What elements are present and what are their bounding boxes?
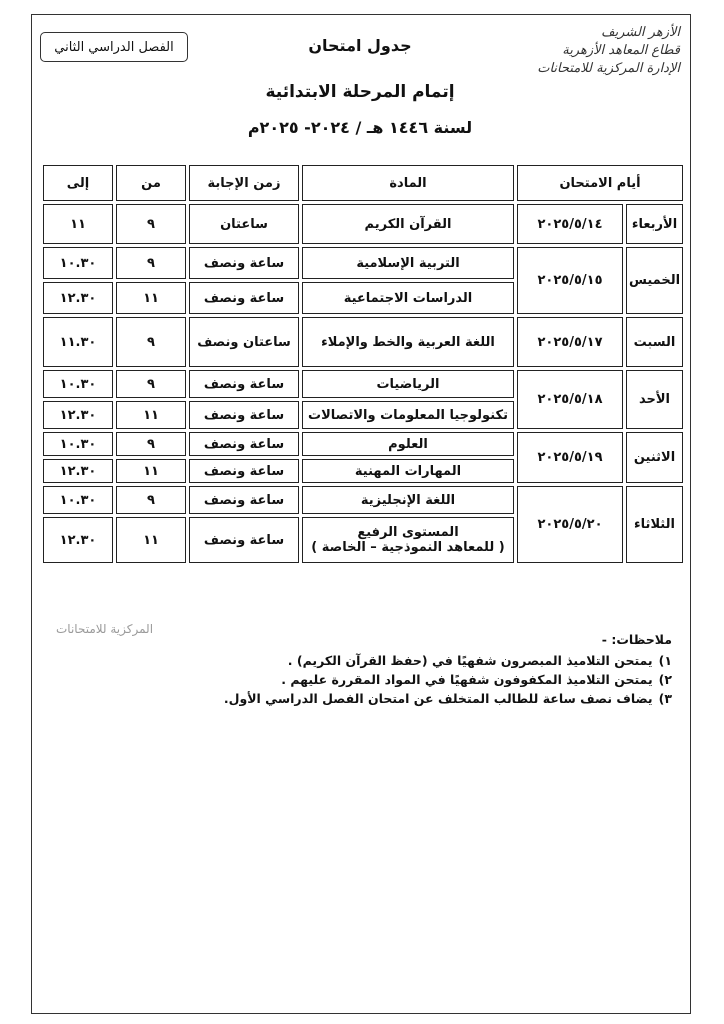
header-days: أيام الامتحان xyxy=(517,165,683,201)
duration-cell: ساعة ونصف xyxy=(189,247,299,279)
day-cell: الثلاثاء xyxy=(626,486,683,563)
day-cell: الخميس xyxy=(626,247,683,314)
duration-cell: ساعة ونصف xyxy=(189,459,299,483)
note-text: يمتحن التلاميذ المكفوفون شفهيًا في المواد المقررة عليهم . xyxy=(281,672,653,687)
day-cell: الاثنين xyxy=(626,432,683,483)
page-title: جدول امتحان xyxy=(308,36,412,55)
note-item xyxy=(60,689,672,708)
note-number: ١) xyxy=(658,653,672,668)
to-cell: ١٢.٣٠ xyxy=(43,517,113,563)
subject-cell: التربية الإسلامية xyxy=(302,247,514,279)
duration-cell: ساعة ونصف xyxy=(189,517,299,563)
to-cell: ١٢.٣٠ xyxy=(43,282,113,314)
duration-cell: ساعتان xyxy=(189,204,299,244)
date-cell: ٢٠٢٥/٥/١٨ xyxy=(517,370,623,429)
from-cell: ٩ xyxy=(116,432,186,456)
day-cell: السبت xyxy=(626,317,683,367)
page-subtitle: إتمام المرحلة الابتدائية xyxy=(265,82,455,102)
academic-year: لسنة ١٤٤٦ هـ / ٢٠٢٤- ٢٠٢٥م xyxy=(247,118,473,137)
from-cell: ٩ xyxy=(116,317,186,367)
to-cell: ١٠.٣٠ xyxy=(43,370,113,398)
watermark-text: المركزية للامتحانات xyxy=(56,622,154,636)
duration-cell: ساعة ونصف xyxy=(189,282,299,314)
table-row xyxy=(43,370,683,398)
subject-cell: القرآن الكريم xyxy=(302,204,514,244)
to-cell: ١٠.٣٠ xyxy=(43,432,113,456)
duration-cell: ساعة ونصف xyxy=(189,486,299,514)
logo-line-1: الأزهر الشريف xyxy=(601,25,680,40)
date-cell: ٢٠٢٥/٥/١٤ xyxy=(517,204,623,244)
table-row xyxy=(43,317,683,367)
header-from: من xyxy=(116,165,186,201)
day-cell: الأربعاء xyxy=(626,204,683,244)
to-cell: ١٢.٣٠ xyxy=(43,459,113,483)
note-item xyxy=(60,670,672,689)
note-number: ٢) xyxy=(658,672,672,687)
notes-heading: ملاحظات: - xyxy=(601,632,672,647)
subject-cell: الرياضيات xyxy=(302,370,514,398)
day-cell: الأحد xyxy=(626,370,683,429)
exam-schedule-table xyxy=(40,162,686,566)
header-duration: زمن الإجابة xyxy=(189,165,299,201)
subject-cell: العلوم xyxy=(302,432,514,456)
subject-cell: اللغة الإنجليزية xyxy=(302,486,514,514)
to-cell: ١٠.٣٠ xyxy=(43,486,113,514)
to-cell: ١٢.٣٠ xyxy=(43,401,113,429)
from-cell: ٩ xyxy=(116,247,186,279)
subject-cell: المهارات المهنية xyxy=(302,459,514,483)
duration-cell: ساعة ونصف xyxy=(189,401,299,429)
from-cell: ١١ xyxy=(116,517,186,563)
subject-cell: تكنولوجيا المعلومات والاتصالات xyxy=(302,401,514,429)
table-row xyxy=(43,204,683,244)
subject-cell xyxy=(302,517,514,563)
table-row xyxy=(43,432,683,456)
header-subject: المادة xyxy=(302,165,514,201)
from-cell: ١١ xyxy=(116,401,186,429)
from-cell: ١١ xyxy=(116,282,186,314)
subject-cell: اللغة العربية والخط والإملاء xyxy=(302,317,514,367)
duration-cell: ساعة ونصف xyxy=(189,370,299,398)
logo-line-2: قطاع المعاهد الأزهرية xyxy=(562,43,680,58)
date-cell: ٢٠٢٥/٥/١٧ xyxy=(517,317,623,367)
to-cell: ١١ xyxy=(43,204,113,244)
from-cell: ٩ xyxy=(116,486,186,514)
from-cell: ٩ xyxy=(116,370,186,398)
duration-cell: ساعتان ونصف xyxy=(189,317,299,367)
note-item xyxy=(60,651,672,670)
notes-section xyxy=(60,630,672,708)
date-cell: ٢٠٢٥/٥/١٩ xyxy=(517,432,623,483)
table-row xyxy=(43,486,683,514)
from-cell: ١١ xyxy=(116,459,186,483)
from-cell: ٩ xyxy=(116,204,186,244)
subject-cell: الدراسات الاجتماعية xyxy=(302,282,514,314)
subject-note: ( للمعاهد النموذجية – الخاصة ) xyxy=(311,540,505,555)
al-azhar-logo xyxy=(516,24,680,78)
to-cell: ١١.٣٠ xyxy=(43,317,113,367)
table-header-row xyxy=(43,165,683,201)
logo-line-3: الإدارة المركزية للامتحانات xyxy=(537,61,680,76)
to-cell: ١٠.٣٠ xyxy=(43,247,113,279)
subject-name: المستوى الرفيع xyxy=(357,525,459,540)
note-number: ٣) xyxy=(658,691,672,706)
note-text: يضاف نصف ساعة للطالب المتخلف عن امتحان الفصل الدراسي الأول. xyxy=(223,691,653,706)
table-row xyxy=(43,247,683,279)
date-cell: ٢٠٢٥/٥/٢٠ xyxy=(517,486,623,563)
date-cell: ٢٠٢٥/٥/١٥ xyxy=(517,247,623,314)
duration-cell: ساعة ونصف xyxy=(189,432,299,456)
note-text: يمتحن التلاميذ المبصرون شفهيًا في (حفظ القرآن الكريم) . xyxy=(287,653,653,668)
header-to: إلى xyxy=(43,165,113,201)
semester-badge: الفصل الدراسي الثاني xyxy=(40,32,188,62)
